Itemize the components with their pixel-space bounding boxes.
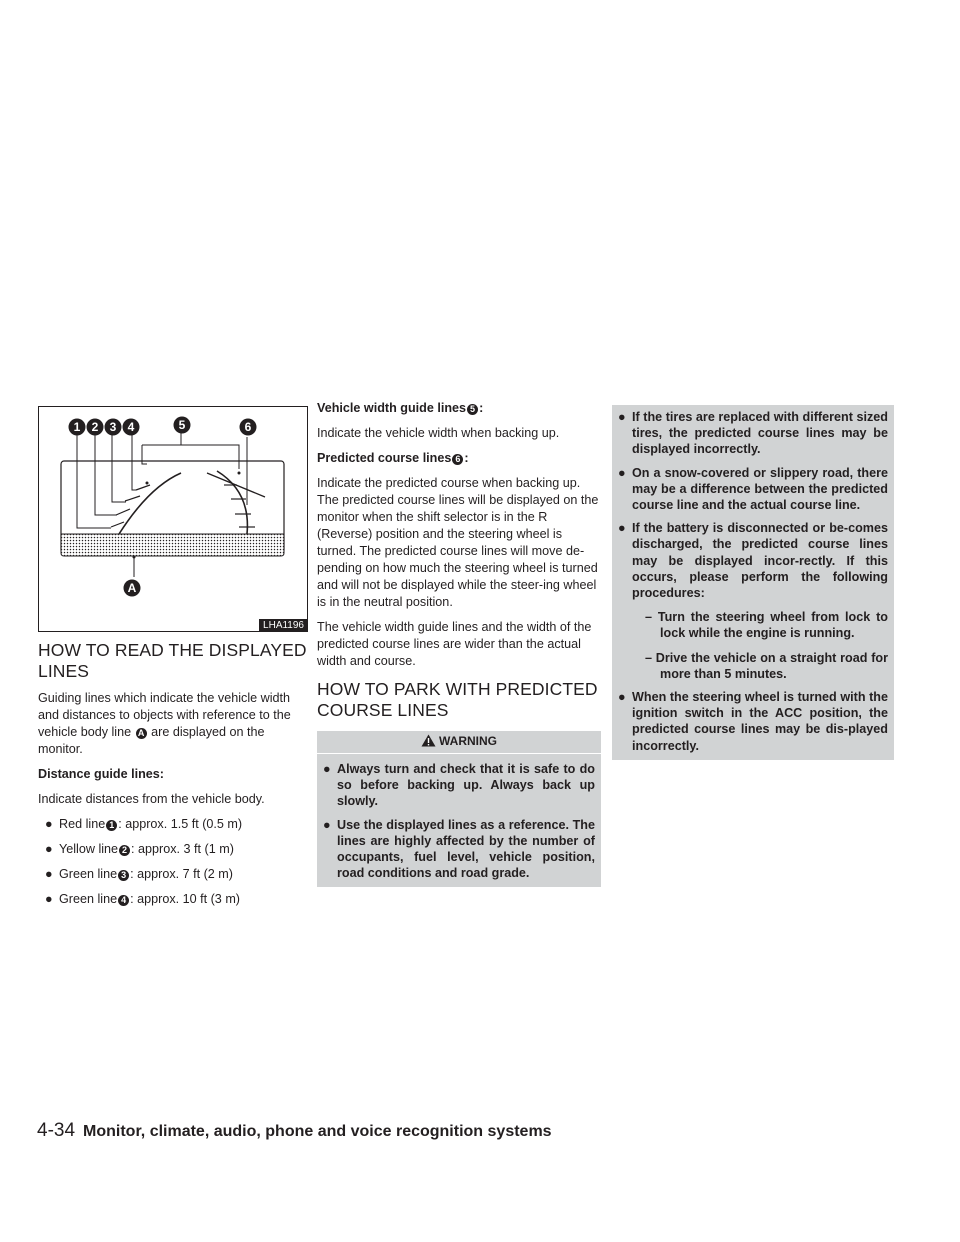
left-column [38,406,308,908]
predicted-course-heading: Predicted course lines 6 : [317,451,469,465]
middle-column [317,400,601,887]
width-comparison-text: The vehicle width guide lines and the width of the predicted course lines are wider than the actual width and course. [317,620,592,668]
predicted-course-text: Indicate the predicted course when backing up. The predicted course lines will be displayed on the monitor when the shift selector is in the R (Reverse) position and the steering wheel is turned. The predicted course lines will move de-pending on how much the steering wheel is turned and will not be displayed while the steer-ing wheel is in the neutral position. [317,476,599,609]
callout-2-label: 2 [91,420,99,434]
distance-guide-heading: Distance guide lines: [38,767,164,781]
list-item: ● On a snow-covered or slippery road, there may be a difference between the predicted course line and the actual course line. [618,465,888,513]
section-heading-read-lines: HOW TO READ THE DISPLAYED LINES [38,640,307,681]
list-item: ● If the battery is disconnected or be-comes discharged, the predicted course lines may be displayed incor-rectly. If this occurs, please perform the following procedures: – Turn the steering wheel from lock to lock while the engine is running. – Drive the vehicle on a straight road for more than 5 minutes. [618,521,888,681]
list-item: ● When the steering wheel is turned with the ignition switch in the ACC position, the predicted course lines may be dis-played incorrectly. [618,690,888,753]
procedure-list [632,609,888,682]
distance-list [38,816,308,908]
list-item: ● Red line 1 : approx. 1.5 ft (0.5 m) [45,817,243,831]
width-guide-text: Indicate the vehicle width when backing up. [317,426,560,440]
list-item: ● Always turn and check that it is safe to do so before backing up. Always back up slowly. [323,762,595,809]
warning-box-continued [612,405,894,760]
page-number: 4-34 [37,1120,76,1141]
section-heading-park: HOW TO PARK WITH PREDICTED COURSE LINES [317,679,598,720]
callout-5-label: 5 [178,418,186,432]
callout-3-label: 3 [109,420,117,434]
callout-a-inline: A [136,728,147,739]
procedure-item: – Turn the steering wheel from lock to lock while the engine is running. [645,610,888,641]
list-item: ● Use the displayed lines as a reference. The lines are highly affected by the number of occupants, fuel level, vehicle position, road conditions and road grade. [323,817,595,881]
footer-title: Monitor, climate, audio, phone and voice recognition systems [83,1123,552,1140]
intro-text-b: are displayed on the monitor. [38,725,265,756]
callout-4-label: 4 [127,420,135,434]
guide-lines-diagram [39,407,307,631]
list-item: ● Green line 3 : approx. 7 ft (2 m) [45,867,233,881]
callout-1-label: 1 [73,420,81,434]
callout-6-label: 6 [244,420,252,434]
list-item: ● Green line 4 : approx. 10 ft (3 m) [45,892,240,906]
list-item: ● If the tires are replaced with different sized tires, the predicted course lines may be displayed incorrectly. [618,410,888,457]
intro-text-a: Guiding lines which indicate the vehicle width and distances to objects with reference to the vehicle body line [38,691,291,739]
warning-icon [421,733,436,753]
warning-list [323,761,595,881]
width-guide-heading: Vehicle width guide lines 5 : [317,401,484,415]
callout-a-label: A [127,581,137,595]
procedure-item: – Drive the vehicle on a straight road for more than 5 minutes. [645,650,888,681]
distance-guide-text: Indicate distances from the vehicle body. [38,792,265,806]
right-column [612,405,894,760]
intro-paragraph [38,690,308,758]
figure-code: LHA1196 [259,619,308,632]
warning-title: WARNING [317,731,601,754]
warning-list-continued [618,409,888,754]
guide-lines-figure [38,406,308,632]
list-item: ● Yellow line 2 : approx. 3 ft (1 m) [45,842,234,856]
page-footer [37,1120,552,1142]
warning-box [317,731,601,887]
